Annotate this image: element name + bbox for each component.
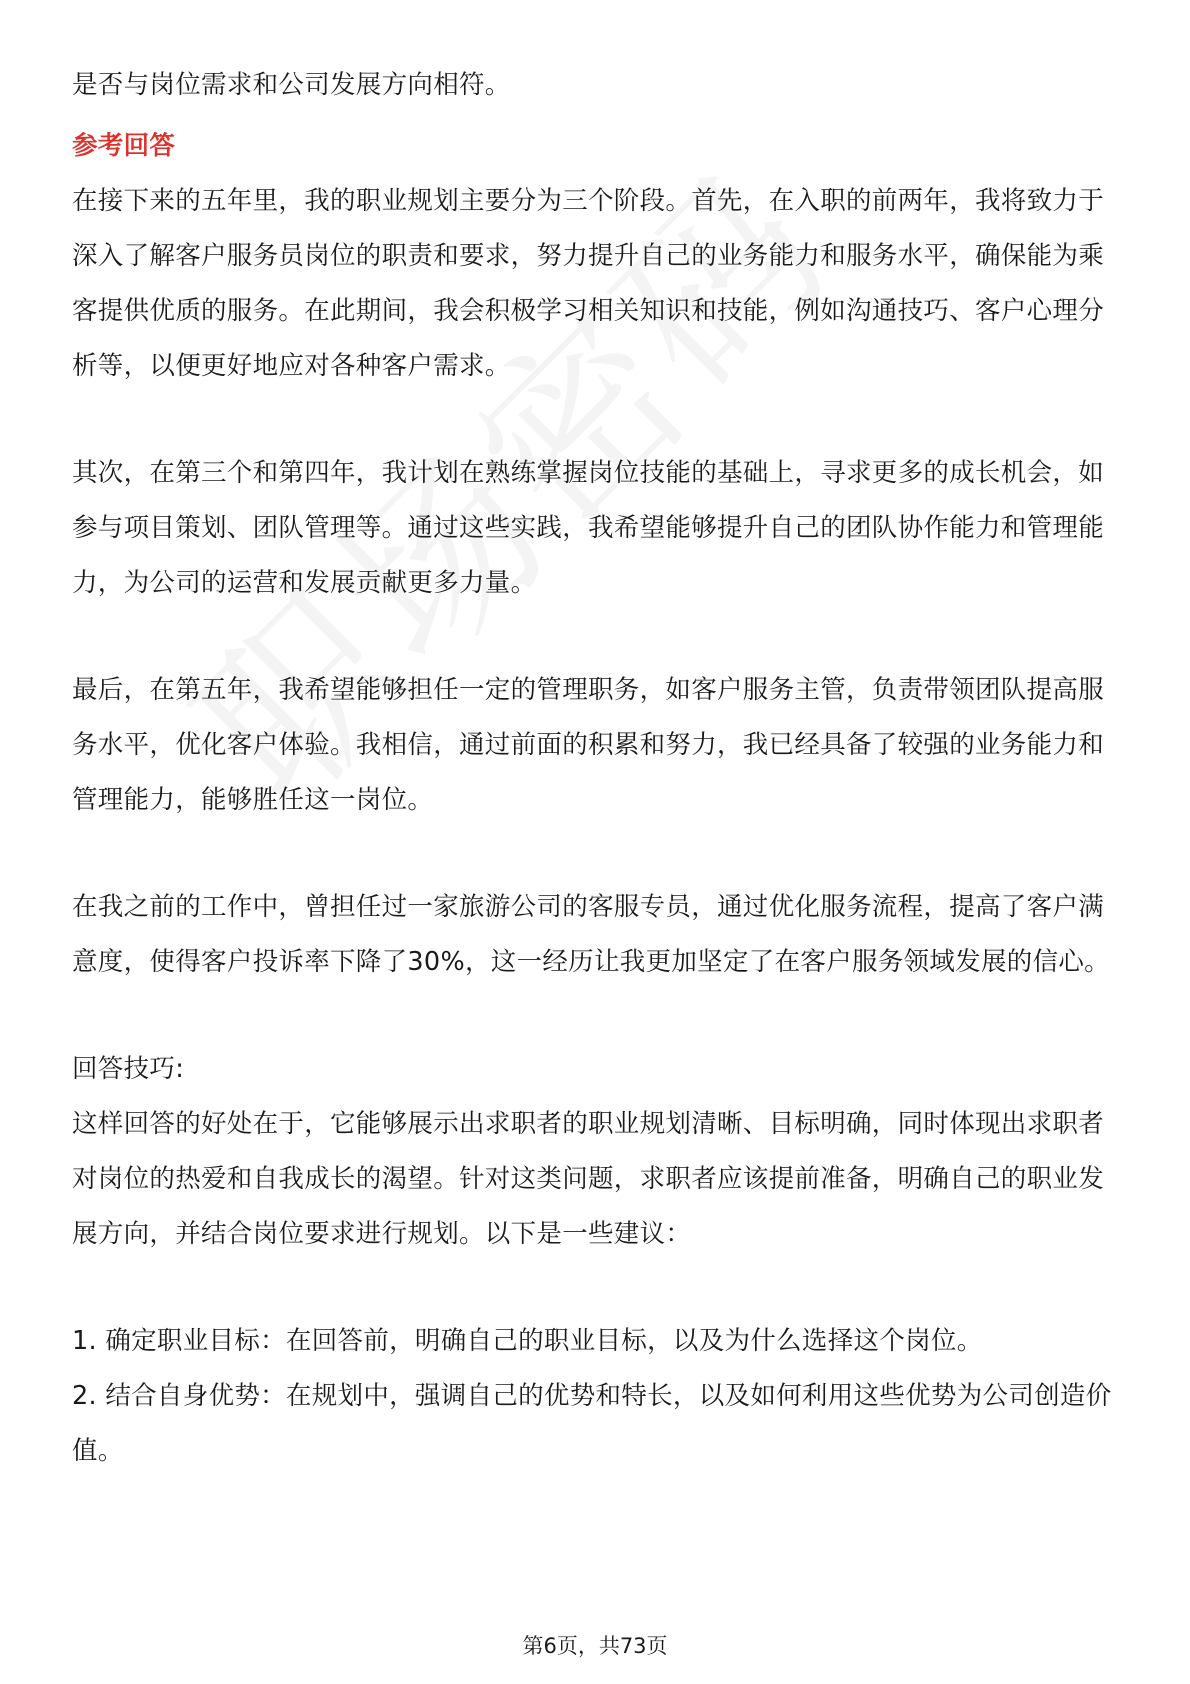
- suggestion-item-1: 1. 确定职业目标：在回答前，明确自己的职业目标，以及为什么选择这个岗位。: [72, 1326, 983, 1356]
- answer-paragraph-2: 其次，在第三个和第四年，我计划在熟练掌握岗位技能的基础上，寻求更多的成长机会，如参与项目策划、团队管理等。通过这些实践，我希望能够提升自己的团队协作能力和管理能力，为公司的运营和发展贡献更多力量。: [72, 458, 1105, 598]
- tips-paragraph: 这样回答的好处在于，它能够展示出求职者的职业规划清晰、目标明确，同时体现出求职者对岗位的热爱和自我成长的渴望。针对这类问题，求职者应该提前准备，明确自己的职业发展方向，并结合岗位要求进行规划。以下是一些建议：: [72, 1109, 1105, 1249]
- answer-paragraph-4: 在我之前的工作中，曾担任过一家旅游公司的客服专员，通过优化服务流程，提高了客户满意度，使得客户投诉率下降了30%，这一经历让我更加坚定了在客户服务领域发展的信心。: [72, 892, 1110, 977]
- suggestion-item-2: 2. 结合自身优势：在规划中，强调自己的优势和特长，以及如何利用这些优势为公司创造价值。: [72, 1381, 1112, 1466]
- page-content: [72, 58, 1120, 1479]
- page-number-footer: 第6页，共73页: [522, 1634, 668, 1658]
- answer-paragraph-3: 最后，在第五年，我希望能够担任一定的管理职务，如客户服务主管，负责带领团队提高服务水平，优化客户体验。我相信，通过前面的积累和努力，我已经具备了较强的业务能力和管理能力，能够胜任这一岗位。: [72, 675, 1105, 815]
- intro-line: 是否与岗位需求和公司发展方向相符。: [72, 70, 511, 100]
- reference-answer-heading: 参考回答: [72, 131, 176, 161]
- answer-paragraph-1: 在接下来的五年里，我的职业规划主要分为三个阶段。首先，在入职的前两年，我将致力于深入了解客户服务员岗位的职责和要求，努力提升自己的业务能力和服务水平，确保能为乘客提供优质的服务。在此期间，我会积极学习相关知识和技能，例如沟通技巧、客户心理分析等，以便更好地应对各种客户需求。: [72, 186, 1105, 381]
- tips-heading: 回答技巧:: [72, 1054, 185, 1084]
